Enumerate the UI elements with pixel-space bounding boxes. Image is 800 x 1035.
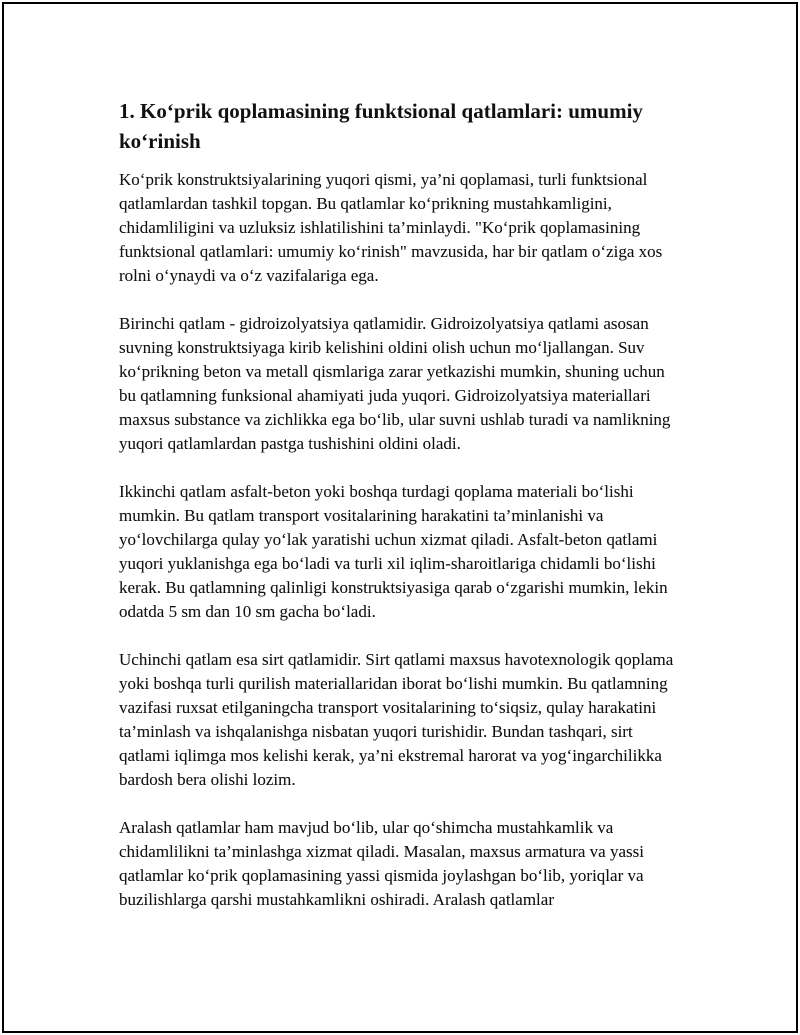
- section-heading: 1. Ko‘prik qoplamasining funktsional qatlamlari: umumiy ko‘rinish: [119, 99, 643, 153]
- page-frame: [2, 2, 798, 1033]
- paragraph: Ko‘prik konstruktsiyalarining yuqori qismi, ya’ni qoplamasi, turli funktsional qatlamlardan tashkil topgan. Bu qatlamlar ko‘prikning mustahkamligini, chidamliligini va uzluksiz ishlatilishini ta’minlaydi. "Ko‘prik qoplamasining funktsional qatlamlari: umumiy ko‘rinish" mavzusida, har bir qatlam o‘ziga xos rolni o‘ynaydi va o‘z vazifalariga ega.: [119, 170, 663, 285]
- paragraph: Aralash qatlamlar ham mavjud bo‘lib, ular qo‘shimcha mustahkamlik va chidamlilikni ta’minlashga xizmat qiladi. Masalan, maxsus armatura va yassi qatlamlar ko‘prik qoplamasining yassi qismida joylashgan bo‘lib, yoriqlar va buzilishlarga qarshi mustahkamlikni oshiradi. Aralash qatlamlar: [119, 818, 644, 909]
- document-body: [119, 96, 684, 936]
- paragraph: Birinchi qatlam - gidroizolyatsiya qatlamidir. Gidroizolyatsiya qatlami asosan suvning konstruktsiyaga kirib kelishini oldini olish uchun mo‘ljallangan. Suv ko‘prikning beton va metall qismlariga zarar yetkazishi mumkin, shuning uchun bu qatlamning funksional ahamiyati juda yuqori. Gidroizolyatsiya materiallari maxsus substance va zichlikka ega bo‘lib, ular suvni ushlab turadi va namlikning yuqori qatlamlardan pastga tushishini oldini oladi.: [119, 314, 671, 453]
- paragraph: Uchinchi qatlam esa sirt qatlamidir. Sirt qatlami maxsus havotexnologik qoplama yoki boshqa turli qurilish materiallaridan iborat bo‘lishi mumkin. Bu qatlamning vazifasi ruxsat etilganingcha transport vositalarining to‘siqsiz, qulay harakatini ta’minlash va ishqalanishga nisbatan yuqori turishidir. Bundan tashqari, sirt qatlami iqlimga mos kelishi kerak, ya’ni ekstremal harorat va yog‘ingarchilikka bardosh bera olishi lozim.: [119, 650, 674, 789]
- paragraph: Ikkinchi qatlam asfalt-beton yoki boshqa turdagi qoplama materiali bo‘lishi mumkin. Bu qatlam transport vositalarining harakatini ta’minlanishi va yo‘lovchilarga qulay yo‘lak yaratishi uchun xizmat qiladi. Asfalt-beton qatlami yuqori yuklanishga ega bo‘ladi va turli xil iqlim-sharoitlariga chidamli bo‘lishi kerak. Bu qatlamning qalinligi konstruktsiyasiga qarab o‘zgarishi mumkin, lekin odatda 5 sm dan 10 sm gacha bo‘ladi.: [119, 482, 668, 621]
